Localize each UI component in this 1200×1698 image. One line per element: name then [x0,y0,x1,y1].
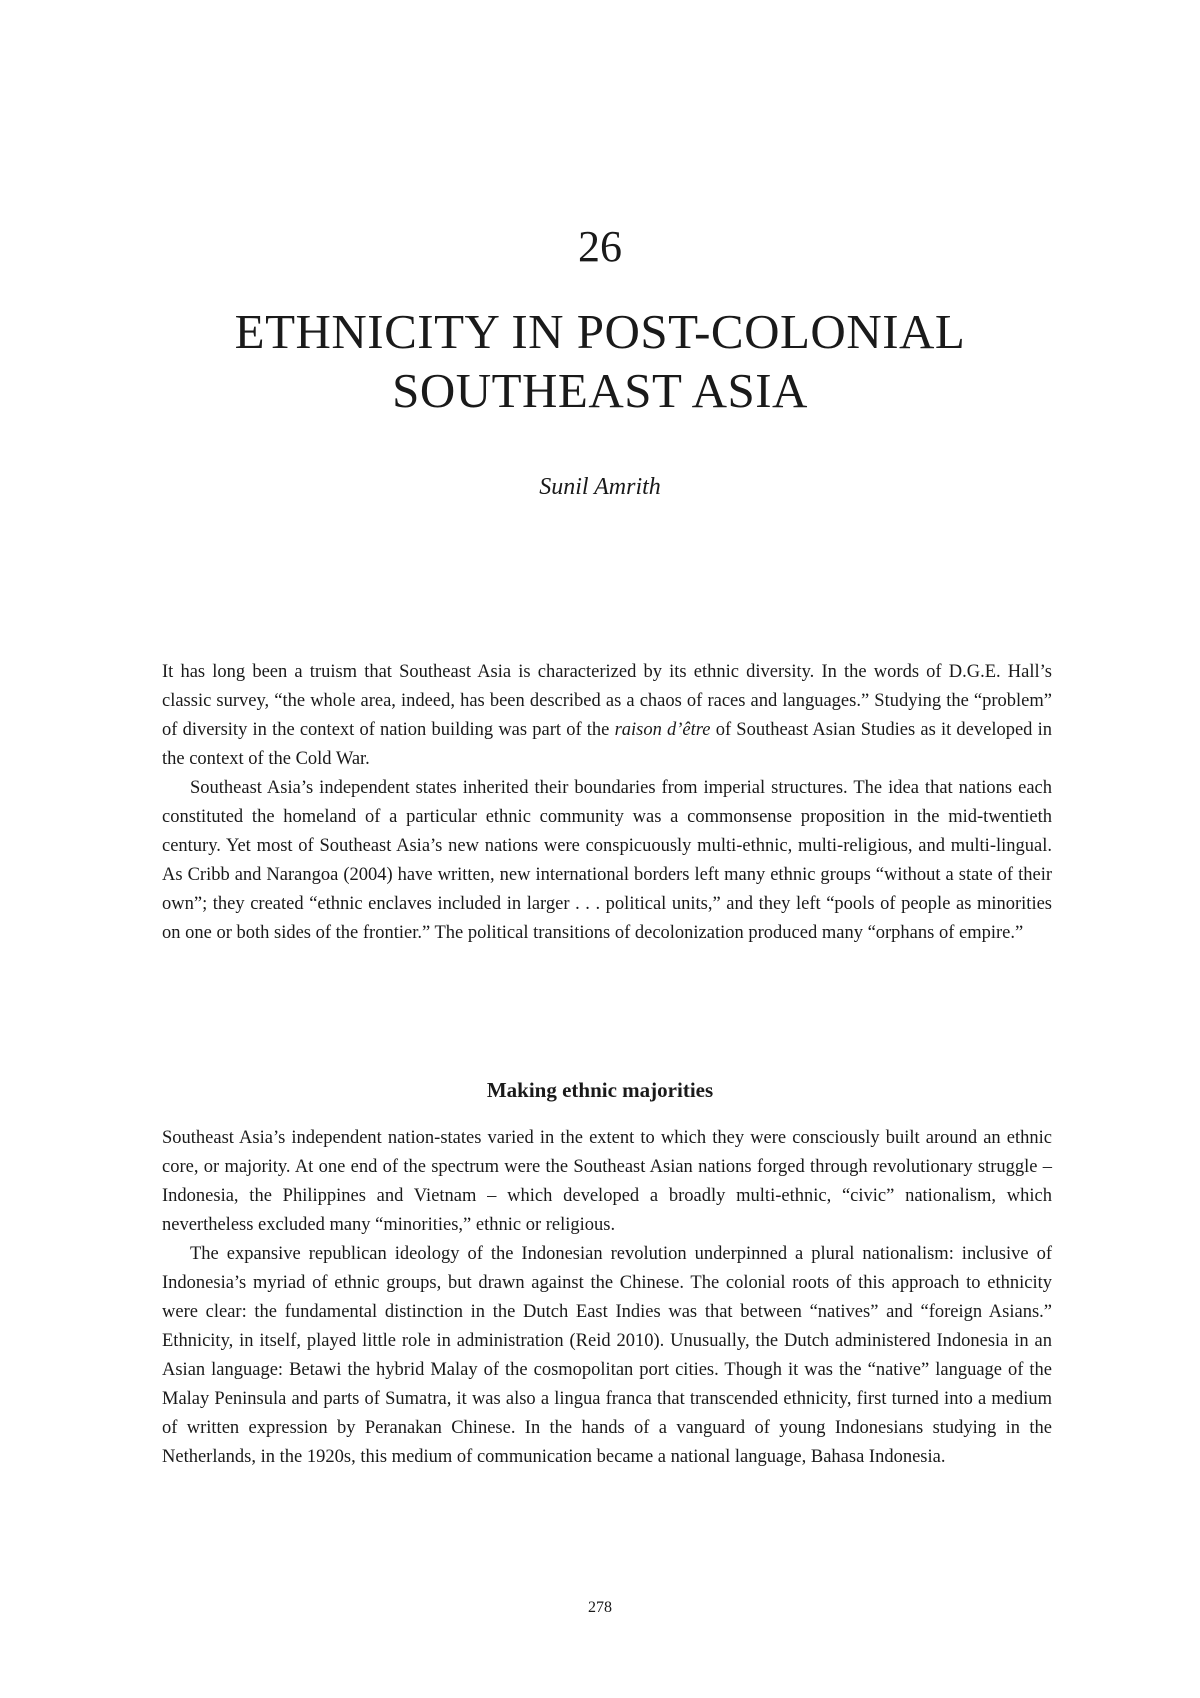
section-text [162,1124,1052,1472]
chapter-title [0,302,1200,420]
page-number: 278 [588,1599,612,1616]
intro-text [162,658,1052,948]
intro-paragraph-1-part-b: of Southeast Asian Studies as it developed in the context of the Cold War. [162,720,1052,769]
section-paragraph-1: Southeast Asia’s independent nation-states varied in the extent to which they were consciously built around an ethnic core, or majority. At one end of the spectrum were the Southeast Asian nations forged through revolutionary struggle – Indonesia, the Philippines and Vietnam – which developed a broadly multi-ethnic, “civic” nationalism, which nevertheless excluded many “minorities,” ethnic or religious. [162,1128,1052,1235]
chapter-title-line-1: ETHNICITY IN POST-COLONIAL [234,304,966,359]
intro-paragraph-1-italic: raison d’être [614,720,711,740]
intro-paragraph-1 [162,658,1052,774]
section-paragraph-2: The expansive republican ideology of the Indonesian revolution underpinned a plural nationalism: inclusive of Indonesia’s myriad of ethnic groups, but drawn against the Chinese. The colonial roots of this approach to ethnicity were clear: the fundamental distinction in the Dutch East Indies was that between “natives” and “foreign Asians.” Ethnicity, in itself, played little role in administration (Reid 2010). Unusually, the Dutch administered Indonesia in an Asian language: Betawi the hybrid Malay of the cosmopolitan port cities. Though it was the “native” language of the Malay Peninsula and parts of Sumatra, it was also a lingua franca that transcended ethnicity, first turned into a medium of written expression by Peranakan Chinese. In the hands of a vanguard of young Indonesians studying in the Netherlands, in the 1920s, this medium of communication became a national language, Bahasa Indonesia. [162,1244,1052,1467]
intro-paragraph-2: Southeast Asia’s independent states inherited their boundaries from imperial structures. The idea that nations each constituted the homeland of a particular ethnic community was a commonsense proposition in the mid-twentieth century. Yet most of Southeast Asia’s new nations were conspicuously multi-ethnic, multi-religious, and multi-lingual. As Cribb and Narangoa (2004) have written, new international borders left many ethnic groups “without a state of their own”; they created “ethnic enclaves included in larger . . . political units,” and they left “pools of people as minorities on one or both sides of the frontier.” The political transitions of decolonization produced many “orphans of empire.” [162,778,1052,943]
intro-paragraph-1-part-a: It has long been a truism that Southeast Asia is characterized by its ethnic diversity. In the words of D.G.E. Hall’s classic survey, “the whole area, indeed, has been described as a chaos of races and languages.” Studying the “problem” of diversity in the context of nation building was part of the [162,662,1052,740]
chapter-number: 26 [578,222,622,271]
chapter-title-line-2: SOUTHEAST ASIA [392,363,808,418]
section-heading: Making ethnic majorities [486,1078,714,1102]
chapter-author: Sunil Amrith [539,474,661,500]
